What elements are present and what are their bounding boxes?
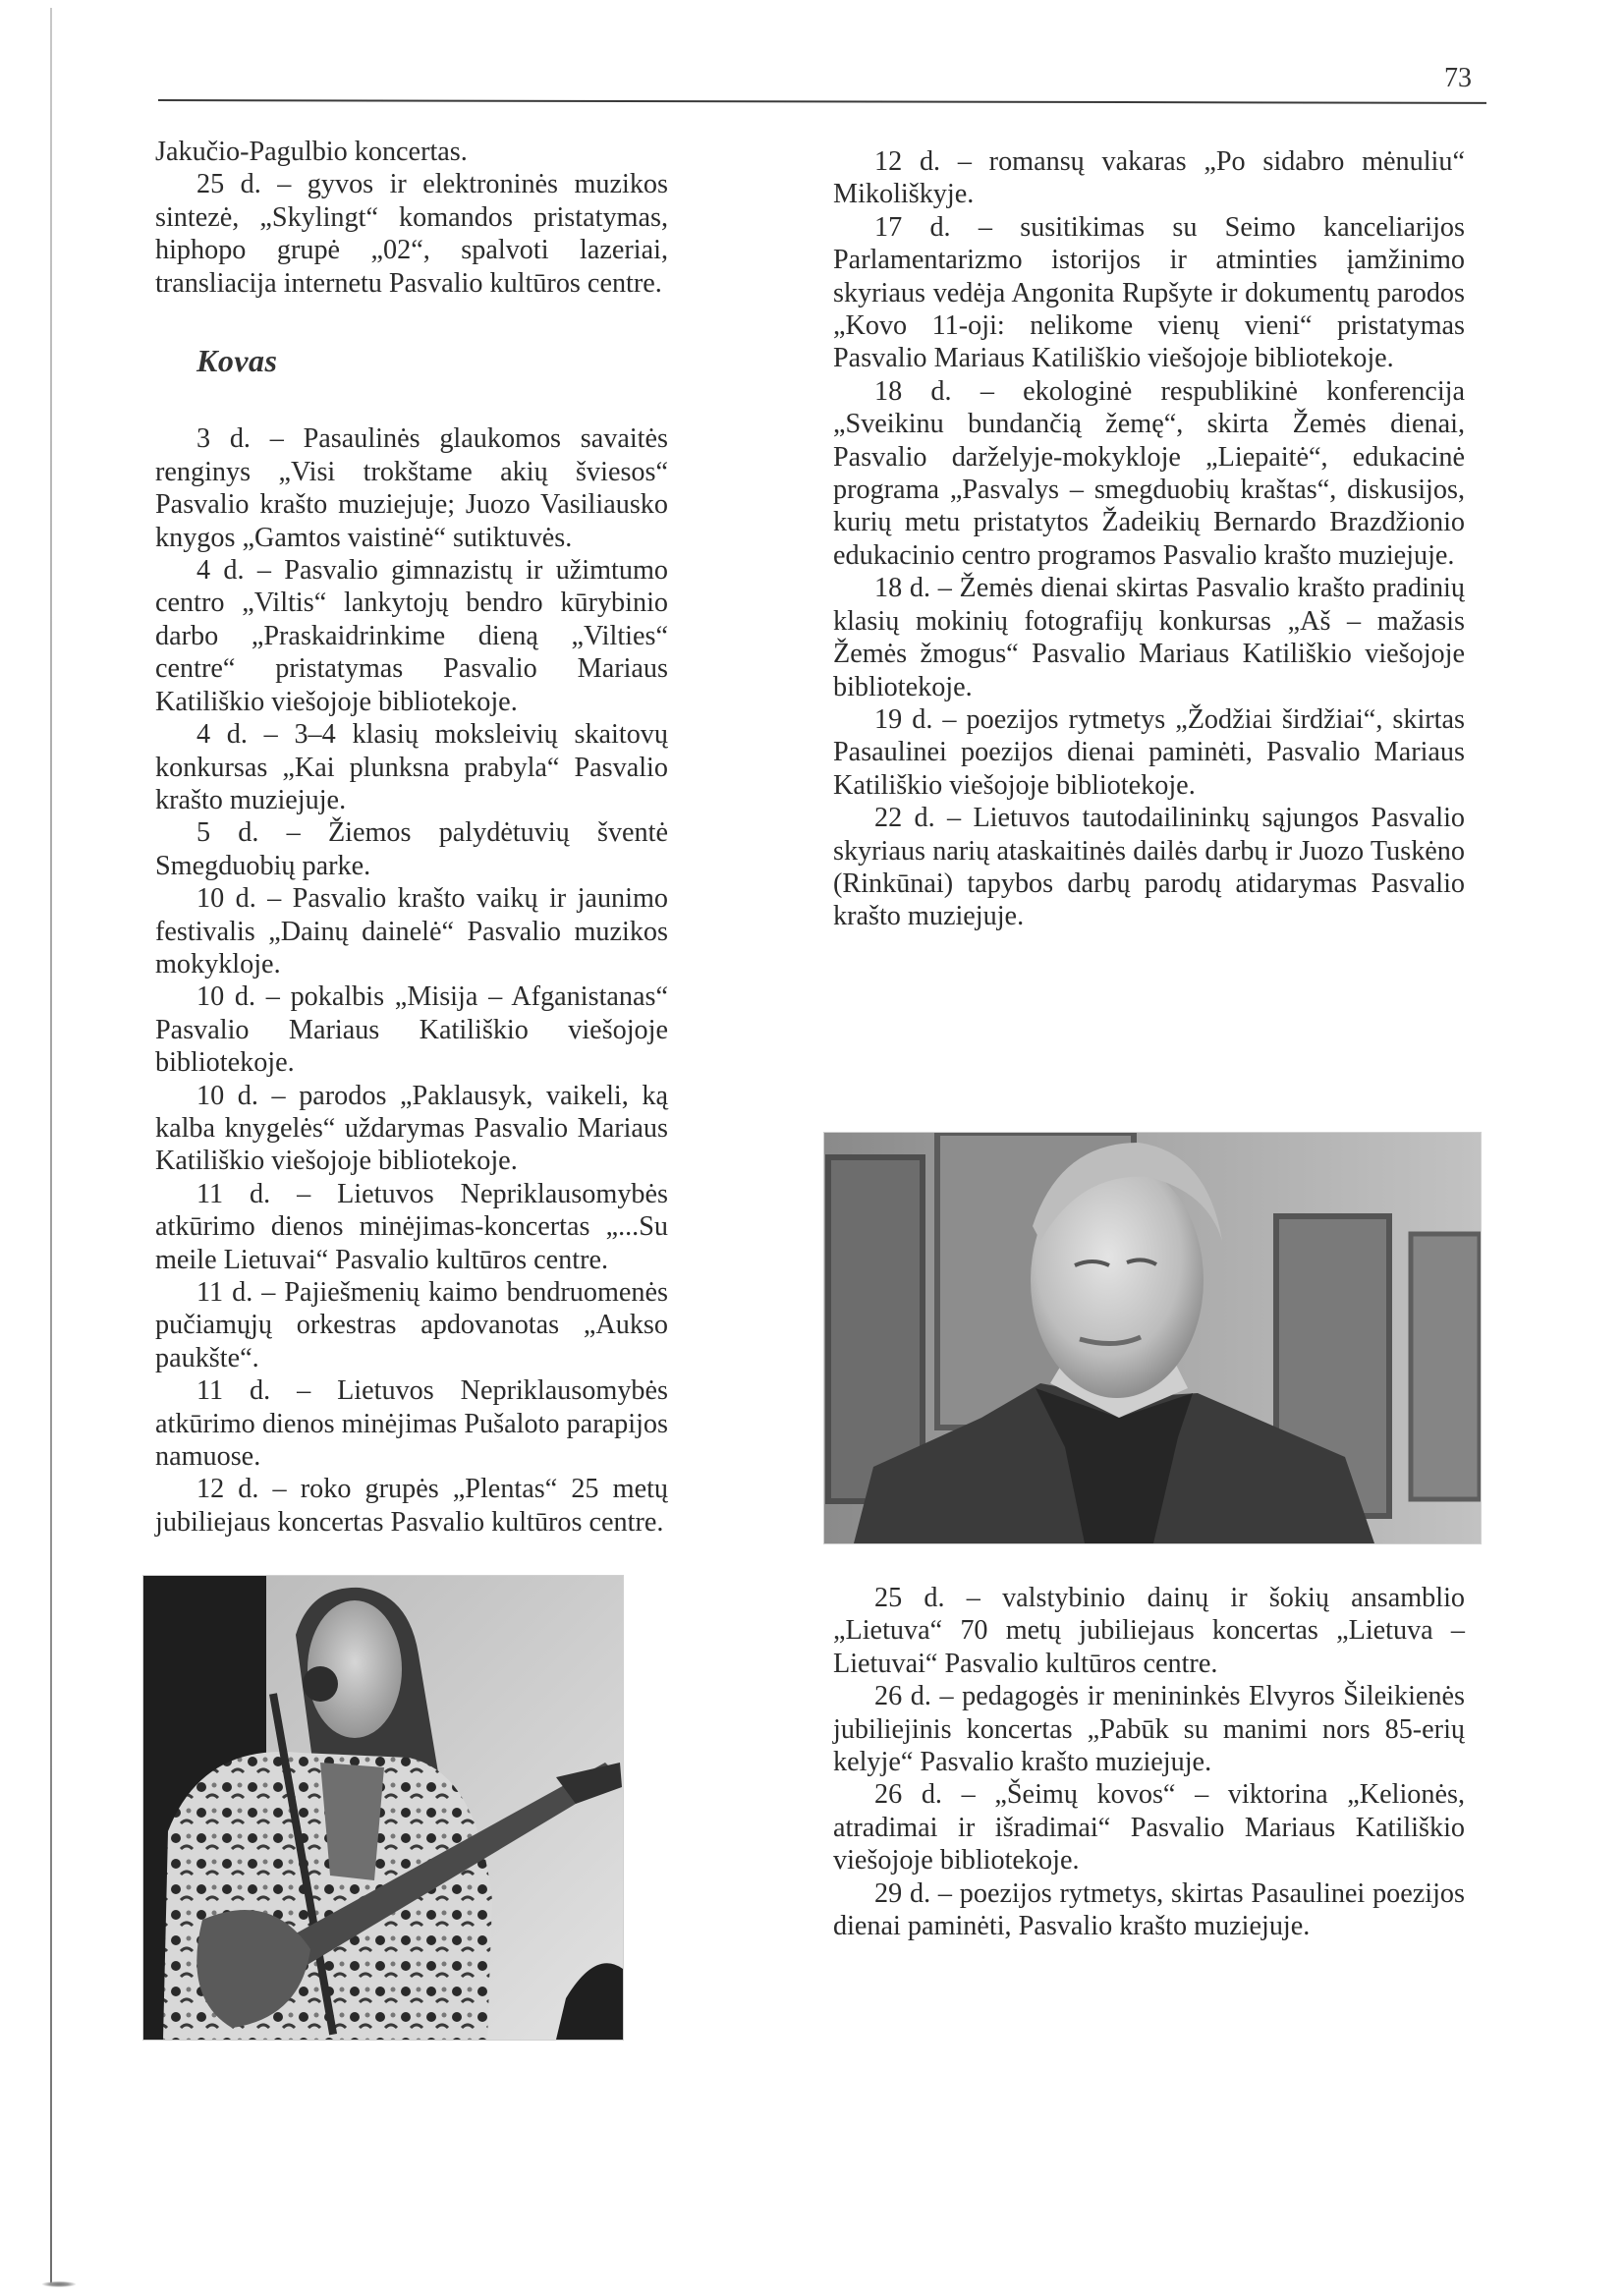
musician-photo <box>142 1575 624 2041</box>
calendar-entry: 17 d. – susitikimas su Seimo kanceliarijos Parlamentarizmo istorijos ir atminties įamžinimo skyriaus vedėja Angonita Rupšyte ir dokumentų parodos „Kovo 11-oji: nelikome vienų vieni“ pristatymas Pasvalio Mariaus Katiliškio viešojoje bibliotekoje. <box>833 211 1465 374</box>
header-rule <box>158 99 1486 104</box>
musician-photo-image <box>143 1576 623 2040</box>
calendar-entry: 11 d. – Pajiešmenių kaimo bendruomenės pučiamųjų orkestras apdovanotas „Aukso paukšte“. <box>155 1277 668 1373</box>
calendar-entry: 11 d. – Lietuvos Nepriklausomybės atkūrimo dienos minėjimas-koncertas „...Su meile Lietuvai“ Pasvalio kultūros centre. <box>155 1178 668 1275</box>
scan-gutter-foot <box>42 2281 76 2287</box>
calendar-entry: 10 d. – pokalbis „Misija – Afganistanas“ Pasvalio Mariaus Katiliškio viešojoje bibliotekoje. <box>155 981 668 1079</box>
page-number: 73 <box>1444 63 1472 93</box>
right-column-bottom <box>833 1582 1465 1942</box>
month-heading: Kovas <box>196 343 278 379</box>
left-column <box>155 136 668 1539</box>
calendar-entry: 26 d. – „Šeimų kovos“ – viktorina „Kelionės, atradimai ir išradimai“ Pasvalio Mariaus Katiliškio viešojoje bibliotekoje. <box>833 1779 1465 1876</box>
calendar-entry: 25 d. – valstybinio dainų ir šokių ansamblio „Lietuva“ 70 metų jubiliejaus koncertas „Lietuva – Lietuvai“ Pasvalio kultūros centre. <box>833 1583 1465 1679</box>
calendar-entry: 25 d. – gyvos ir elektroninės muzikos sintezė, „Skylingt“ komandos pristatymas, hiphopo grupė „02“, spalvoti lazeriai, transliacija internetu Pasvalio kultūros centre. <box>155 169 668 299</box>
portrait-photo <box>823 1132 1482 1544</box>
calendar-entry: 5 d. – Žiemos palydėtuvių šventė Smegduobių parke. <box>155 817 668 881</box>
portrait-photo-image <box>824 1133 1481 1543</box>
calendar-entry: 22 d. – Lietuvos tautodailininkų sąjungos Pasvalio skyriaus narių ataskaitinės dailės darbų ir Juozo Tuskėno (Rinkūnai) tapybos darbų parodų atidarymas Pasvalio krašto muziejuje. <box>833 803 1465 932</box>
calendar-entry: 10 d. – parodos „Paklausyk, vaikeli, ką kalba knygelės“ uždarymas Pasvalio Mariaus Katiliškio viešojoje bibliotekoje. <box>155 1080 668 1177</box>
calendar-entry: 3 d. – Pasaulinės glaukomos savaitės renginys „Visi trokštame akių šviesos“ Pasvalio krašto muziejuje; Juozo Vasiliausko knygos „Gamtos vaistinė“ sutiktuvės. <box>155 423 668 553</box>
calendar-entry: 29 d. – poezijos rytmetys, skirtas Pasaulinei poezijos dienai paminėti, Pasvalio krašto muziejuje. <box>833 1877 1465 1942</box>
calendar-entry: 12 d. – roko grupės „Plentas“ 25 metų jubiliejaus koncertas Pasvalio kultūros centre. <box>155 1474 668 1538</box>
scan-gutter-line <box>50 8 52 2285</box>
calendar-entry: 4 d. – 3–4 klasių moksleivių skaitovų konkursas „Kai plunksna prabyla“ Pasvalio krašto muziejuje. <box>155 719 668 815</box>
paragraph-continuation: Jakučio-Pagulbio koncertas. <box>155 137 468 167</box>
calendar-entry: 18 d. – ekologinė respublikinė konferencija „Sveikinu bundančią žemę“, skirta Žemės dienai, Pasvalio darželyje-mokykloje „Liepaitė“, edukacinė programa „Pasvalys – smegduobių kraštas“, diskusijos, kurių metu pristatytos Žadeikių Bernardo Brazdžionio edukacinio centro programos Pasvalio krašto muziejuje. <box>833 375 1465 571</box>
calendar-entry: 4 d. – Pasvalio gimnazistų ir užimtumo centro „Viltis“ lankytojų bendro kūrybinio darbo „Praskaidrinkime dieną „Vilties“ centre“ pristatymas Pasvalio Mariaus Katiliškio viešojoje bibliotekoje. <box>155 555 668 717</box>
right-column-top <box>833 145 1465 933</box>
calendar-entry: 26 d. – pedagogės ir menininkės Elvyros Šileikienės jubiliejinis koncertas „Pabūk su manimi nors 85-erių kelyje“ Pasvalio krašto muziejuje. <box>833 1681 1465 1778</box>
calendar-entry: 18 d. – Žemės dienai skirtas Pasvalio krašto pradinių klasių mokinių fotografijų konkursas „Aš – mažasis Žemės žmogus“ Pasvalio Mariaus Katiliškio viešojoje bibliotekoje. <box>833 573 1465 702</box>
calendar-entry: 12 d. – romansų vakaras „Po sidabro mėnuliu“ Mikoliškyje. <box>833 146 1465 210</box>
calendar-entry: 19 d. – poezijos rytmetys „Žodžiai širdžiai“, skirtas Pasaulinei poezijos dienai paminėti, Pasvalio Mariaus Katiliškio viešojoje bibliotekoje. <box>833 703 1465 801</box>
calendar-entry: 11 d. – Lietuvos Nepriklausomybės atkūrimo dienos minėjimas Pušaloto parapijos namuose. <box>155 1375 668 1473</box>
calendar-entry: 10 d. – Pasvalio krašto vaikų ir jaunimo festivalis „Dainų dainelė“ Pasvalio muzikos mokykloje. <box>155 883 668 980</box>
